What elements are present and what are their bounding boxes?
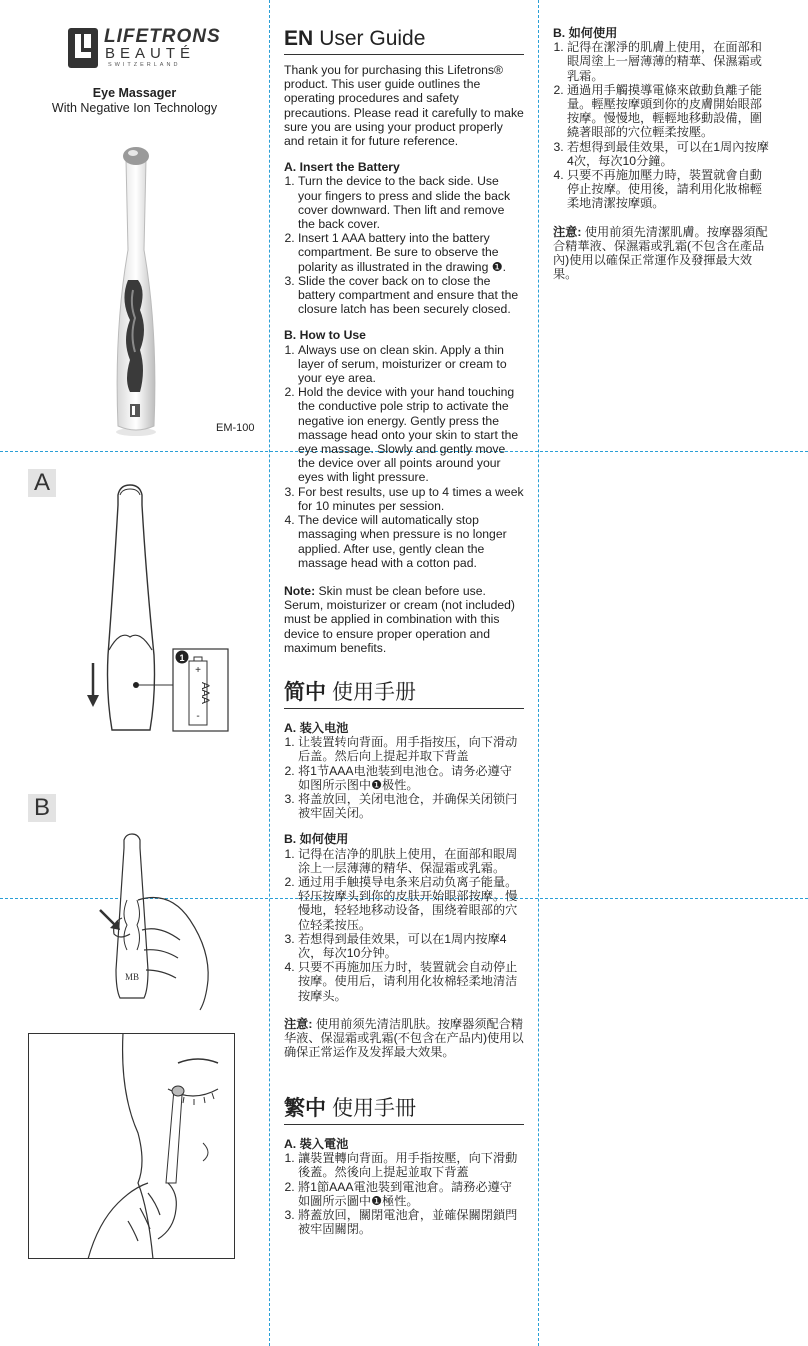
en-b-item: 3. For best results, use up to 4 times a week for 10 minutes per session. <box>298 485 524 513</box>
brand-sub: BEAUTÉ <box>105 45 196 62</box>
figure-b-label: B <box>28 794 56 822</box>
sc-b-title: B. 如何使用 <box>284 832 349 847</box>
en-note-label: Note: <box>284 583 316 598</box>
device-logo: MB <box>124 972 140 982</box>
sc-a-title: A. 装入电池 <box>284 721 349 735</box>
en-a-item: 2. Insert 1 AAA battery into the battery compartment. Be sure to observe the polarity as illustrated in the drawing ❶. <box>298 231 524 274</box>
en-b-item: 1. Always use on clean skin. Apply a thin layer of serum, moisturizer or cream to your eye area. <box>298 343 524 386</box>
battery-plus: + <box>195 665 201 676</box>
en-heading <box>284 26 524 55</box>
tc-b-item: 4. 只要不再施加壓力時，裝置就會自動停止按摩。使用後，請利用化妝棉輕柔地清潔按摩頭。 <box>567 168 773 211</box>
sc-note-label: 注意: <box>284 1016 313 1031</box>
en-title: User Guide <box>319 27 426 50</box>
tc-title: 使用手冊 <box>332 1097 416 1120</box>
brand-logo-mark <box>68 28 98 68</box>
battery-minus: - <box>196 711 200 722</box>
battery-label: AAA <box>199 681 211 705</box>
tc-a-item: 3. 將蓋放回，關閉電池倉，並確保關閉鎖閂被牢固關閉。 <box>298 1208 524 1236</box>
brand-name: LIFETRONS <box>104 26 221 47</box>
fold-line-vertical-2 <box>538 0 539 1346</box>
figure-a-battery-illustration <box>80 475 240 740</box>
fold-line-vertical-1 <box>269 0 270 1346</box>
brand-logo <box>68 26 221 74</box>
tc-a-item: 2. 將1節AAA電池裝到電池倉。請務必遵守如圖所示圖中❶極性。 <box>298 1180 524 1208</box>
sc-b-item: 4. 只要不再施加压力时，装置就会自动停止按摩。使用后，请利用化妆棉轻柔地清洁按摩头。 <box>298 960 524 1003</box>
sc-note-text: 使用前须先清洁肌肤。按摩器须配合精华液、保湿霜或乳霜(不包含在产品内)使用以确保正常运作及发挥最大效果。 <box>284 1016 524 1060</box>
tc-b-item: 1. 記得在潔淨的肌膚上使用，在面部和眼周塗上一層薄薄的精華、保濕霜或乳霜。 <box>567 40 773 83</box>
sc-heading <box>284 680 524 709</box>
tc-b-title: B. 如何使用 <box>553 26 618 40</box>
product-subtitle: With Negative Ion Technology <box>51 101 218 115</box>
tc-lang: 繁中 <box>284 1097 326 1120</box>
sc-lang: 简中 <box>284 681 326 704</box>
sc-note <box>284 1017 524 1060</box>
en-note <box>284 584 524 655</box>
brand-country: SWITZERLAND <box>108 62 181 68</box>
en-lang: EN <box>284 27 314 50</box>
en-a-item: 3. Slide the cover back on to close the battery compartment and ensure that the closure latch has been securely closed. <box>298 274 524 317</box>
en-section <box>284 26 524 655</box>
tc-section-continued <box>553 26 773 281</box>
tc-note-text: 使用前須先清潔肌膚。按摩器須配合精華液、保濕霜或乳霜(不包含在產品內)使用以確保正常運作及發揮最大效果。 <box>553 224 768 282</box>
en-b-item: 4. The device will automatically stop massaging when pressure is no longer applied. After use, gently clean the massage head with a cotton pad. <box>298 513 524 570</box>
tc-note-label: 注意: <box>553 224 582 239</box>
tc-b-item: 2. 通過用手觸摸導電條來啟動負離子能量。輕壓按摩頭到你的皮膚開始眼部按摩。慢慢地，輕輕地移動設備，圍繞著眼部的穴位輕柔按壓。 <box>567 83 773 140</box>
face-illustration <box>28 1033 235 1259</box>
tc-heading <box>284 1096 524 1125</box>
en-a-title: A. Insert the Battery <box>284 160 400 175</box>
tc-note <box>553 225 773 282</box>
en-intro: Thank you for purchasing this Lifetrons® product. This user guide outlines the operating procedures and safety precautions. Please read it carefully to make sure you are using your product properly and retain it for future reference. <box>284 63 524 149</box>
figure-a-label: A <box>28 469 56 497</box>
figure-b-hand-illustration <box>90 830 250 1020</box>
model-number: EM-100 <box>216 422 255 434</box>
sc-title: 使用手册 <box>332 681 416 704</box>
sc-section <box>284 680 524 1059</box>
en-note-text: Skin must be clean before use. Serum, moisturizer or cream (not included) must be applied in combination with this device to ensure proper operation and maximum benefits. <box>284 583 515 655</box>
battery-marker: 1 <box>179 653 185 663</box>
tc-a-title: A. 裝入電池 <box>284 1137 349 1151</box>
sc-b-item: 3. 若想得到最佳效果，可以在1周内按摩4次，每次10分钟。 <box>298 932 524 960</box>
product-title: Eye Massager <box>92 86 177 100</box>
product-image <box>100 140 180 440</box>
sc-a-item: 1. 让装置转向背面。用手指按压，向下滑动后盖。然后向上提起并取下背盖 <box>298 735 524 763</box>
tc-b-item: 3. 若想得到最佳效果，可以在1周內按摩4次，每次10分鐘。 <box>567 140 773 168</box>
sc-a-item: 3. 将盖放回，关闭电池仓，并确保关闭锁闩被牢固关闭。 <box>298 792 524 820</box>
en-b-item: 2. Hold the device with your hand touching the conductive pole strip to activate the negative ion energy. Gently press the massage head onto your skin to start the eye massage. Slowly and gently move the device over all points around your eyes with light pressure. <box>298 385 524 484</box>
tc-section <box>284 1096 524 1236</box>
en-a-item: 1. Turn the device to the back side. Use your fingers to press and slide the back cover downward. Then lift and remove the back cover. <box>298 174 524 231</box>
en-b-title: B. How to Use <box>284 328 366 343</box>
sc-a-item: 2. 将1节AAA电池装到电池仓。请务必遵守如图所示图中❶极性。 <box>298 764 524 792</box>
tc-a-item: 1. 讓裝置轉向背面。用手指按壓，向下滑動後蓋。然後向上提起並取下背蓋 <box>298 1151 524 1179</box>
sc-b-item: 1. 记得在洁净的肌肤上使用，在面部和眼周涂上一层薄薄的精华、保湿霜或乳霜。 <box>298 847 524 875</box>
sc-b-item: 2. 通过用手触摸导电条来启动负离子能量。轻压按摩头到你的皮肤开始眼部按摩。慢慢地，轻轻地移动设备，围绕着眼部的穴位轻柔按压。 <box>298 875 524 932</box>
